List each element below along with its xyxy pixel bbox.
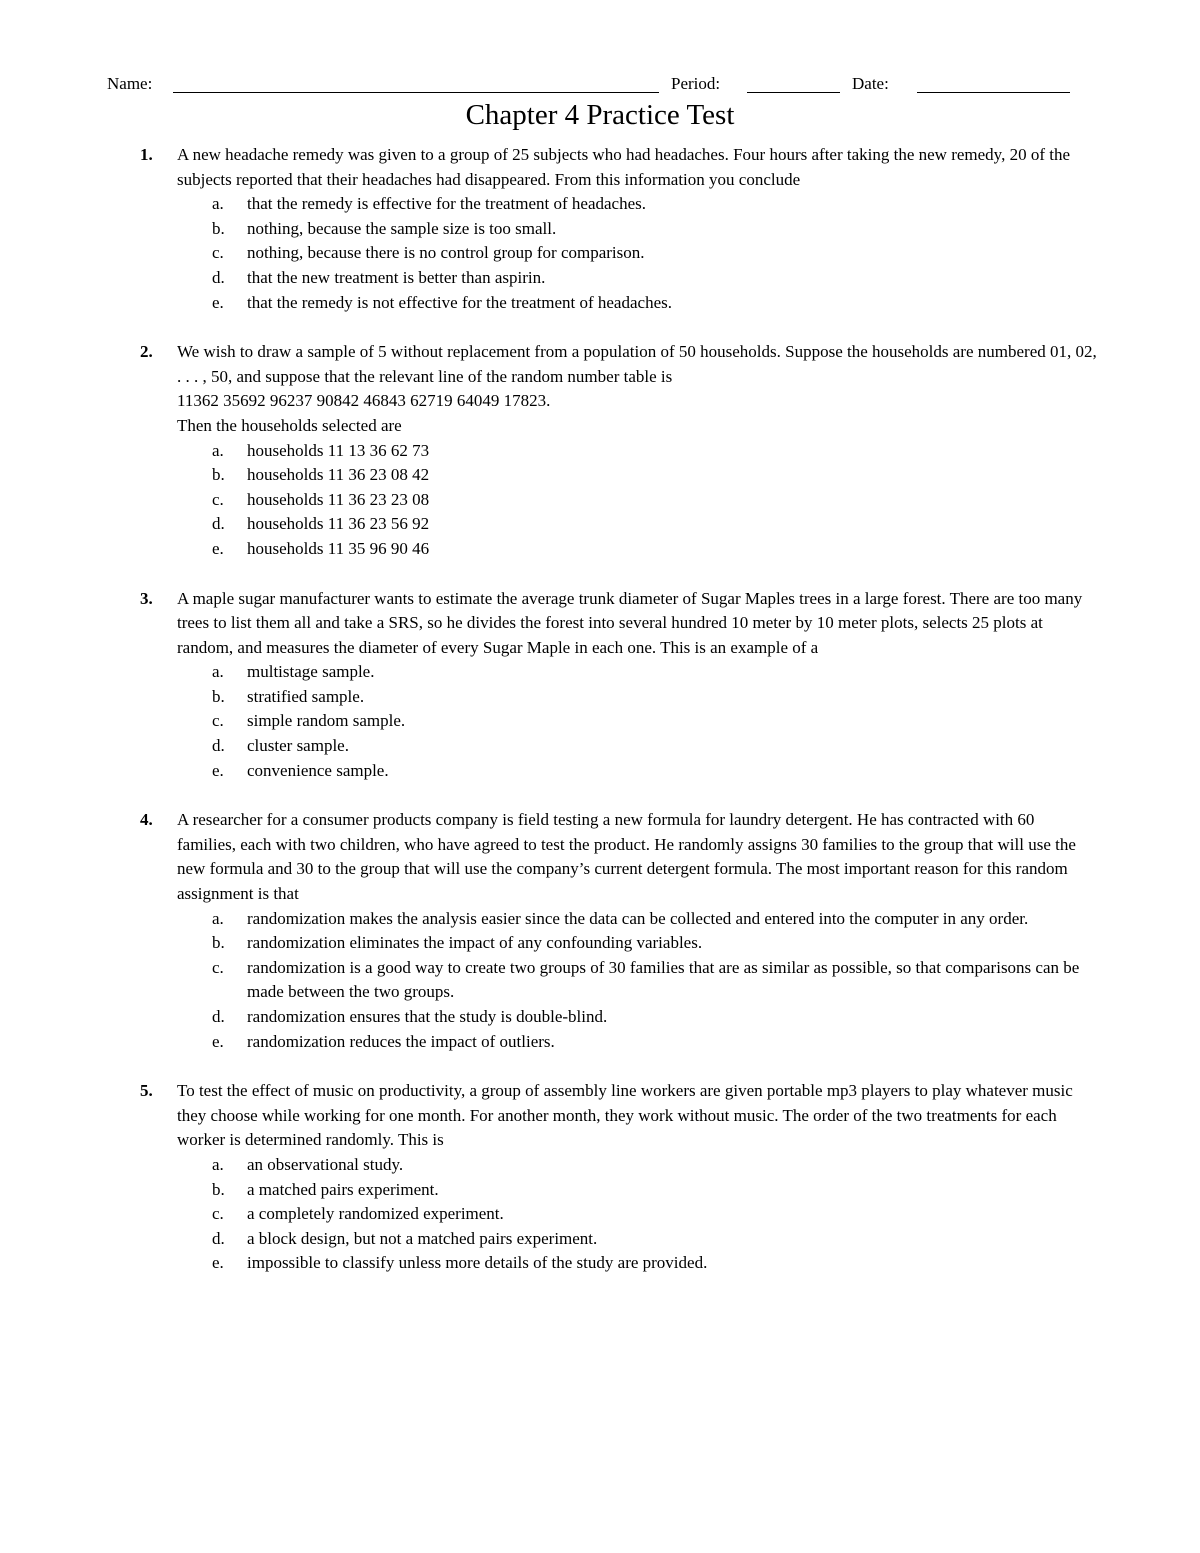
choice-letter: c. bbox=[212, 957, 224, 977]
period-blank bbox=[747, 92, 840, 93]
choice-text: impossible to classify unless more details of the study are provided. bbox=[247, 1253, 708, 1273]
choice-e[interactable] bbox=[177, 1251, 1097, 1276]
choice-a[interactable] bbox=[177, 907, 1097, 932]
choice-letter: c. bbox=[212, 489, 224, 509]
choice-letter: a. bbox=[212, 440, 224, 460]
question-text: A maple sugar manufacturer wants to estimate the average trunk diameter of Sugar Maples trees in a large forest. There are too many trees to list them all and take a SRS, so he divides the forest into several hundred 10 meter by 10 meter plots, selects 25 plots at random, and measures the diameter of every Sugar Maple in each one. This is an example of a bbox=[177, 588, 1083, 657]
choice-text: randomization makes the analysis easier since the data can be collected and entered into the computer in any order. bbox=[247, 908, 1029, 928]
choice-d[interactable] bbox=[177, 1005, 1097, 1030]
choice-text: randomization is a good way to create two groups of 30 families that are as similar as possible, so that comparisons can be made between the two groups. bbox=[247, 957, 1080, 1002]
date-blank bbox=[917, 92, 1070, 93]
date-label: Date: bbox=[852, 74, 889, 93]
choice-e[interactable] bbox=[177, 759, 1097, 784]
choice-letter: b. bbox=[212, 933, 225, 953]
choice-b[interactable] bbox=[177, 685, 1097, 710]
choice-letter: a. bbox=[212, 194, 224, 214]
choice-letter: e. bbox=[212, 1031, 224, 1051]
choice-letter: d. bbox=[212, 514, 225, 534]
choice-list bbox=[177, 439, 1097, 562]
question-text: A researcher for a consumer products company is field testing a new formula for laundry detergent. He has contracted with 60 families, each with two children, who have agreed to test the product. He randomly assigns 30 families to the group that will use the new formula and 30 to the group that will use the company’s current detergent formula. The most important reason for this random assignment is that bbox=[177, 810, 1076, 904]
choice-b[interactable] bbox=[177, 217, 1097, 242]
choice-text: stratified sample. bbox=[247, 686, 365, 706]
choice-letter: b. bbox=[212, 465, 225, 485]
question-text: We wish to draw a sample of 5 without replacement from a population of 50 households. Suppose the households are numbered 01, 02, . . . , 50, and suppose that the relevant line of the random number table is bbox=[177, 342, 1097, 386]
question-number: 5. bbox=[140, 1081, 153, 1101]
choice-text: convenience sample. bbox=[247, 760, 389, 780]
choice-text: a completely randomized experiment. bbox=[247, 1204, 504, 1224]
question-number: 3. bbox=[140, 588, 153, 608]
choice-text: randomization eliminates the impact of any confounding variables. bbox=[247, 933, 703, 953]
choice-letter: c. bbox=[212, 711, 224, 731]
choice-text: an observational study. bbox=[247, 1154, 404, 1174]
choice-letter: b. bbox=[212, 686, 225, 706]
choice-d[interactable] bbox=[177, 266, 1097, 291]
question-4 bbox=[0, 808, 1200, 1054]
choice-text: households 11 36 23 08 42 bbox=[247, 465, 430, 485]
choice-text: households 11 35 96 90 46 bbox=[247, 538, 430, 558]
question-number: 2. bbox=[140, 342, 153, 362]
choice-b[interactable] bbox=[177, 463, 1097, 488]
choice-e[interactable] bbox=[177, 1030, 1097, 1055]
choice-list bbox=[177, 660, 1097, 783]
question-number: 4. bbox=[140, 810, 153, 830]
header-line bbox=[107, 72, 1082, 98]
choice-c[interactable] bbox=[177, 241, 1097, 266]
question-number: 1. bbox=[140, 145, 153, 164]
choice-letter: a. bbox=[212, 662, 224, 682]
choice-d[interactable] bbox=[177, 734, 1097, 759]
question-text: To test the effect of music on productivity, a group of assembly line workers are given portable mp3 players to play whatever music they choose while working for one month. For another month, they work without music. The order of the two treatments for each worker is determined randomly. This is bbox=[177, 1081, 1073, 1150]
choice-letter: c. bbox=[212, 243, 224, 263]
choice-text: that the remedy is effective for the treatment of headaches. bbox=[247, 194, 647, 214]
choice-e[interactable] bbox=[177, 291, 1097, 316]
choice-text: households 11 13 36 62 73 bbox=[247, 440, 430, 460]
choice-e[interactable] bbox=[177, 537, 1097, 562]
choice-letter: d. bbox=[212, 1228, 225, 1248]
question-2 bbox=[0, 340, 1200, 561]
choice-c[interactable] bbox=[177, 488, 1097, 513]
question-5 bbox=[0, 1079, 1200, 1276]
choice-letter: b. bbox=[212, 1179, 225, 1199]
choice-text: that the new treatment is better than aspirin. bbox=[247, 267, 546, 287]
choice-text: households 11 36 23 56 92 bbox=[247, 514, 430, 534]
choice-letter: c. bbox=[212, 1204, 224, 1224]
choice-letter: d. bbox=[212, 267, 225, 287]
choice-letter: b. bbox=[212, 218, 225, 238]
choice-letter: d. bbox=[212, 736, 225, 756]
choice-b[interactable] bbox=[177, 931, 1097, 956]
choice-text: nothing, because the sample size is too small. bbox=[247, 218, 557, 238]
random-number-line: 11362 35692 96237 90842 46843 62719 64049 17823. bbox=[177, 391, 551, 411]
choice-list bbox=[177, 192, 1097, 315]
choice-text: randomization reduces the impact of outliers. bbox=[247, 1031, 555, 1051]
choice-d[interactable] bbox=[177, 1227, 1097, 1252]
choice-a[interactable] bbox=[177, 192, 1097, 217]
choice-a[interactable] bbox=[177, 439, 1097, 464]
choice-letter: e. bbox=[212, 538, 224, 558]
question-3 bbox=[0, 587, 1200, 784]
choice-text: multistage sample. bbox=[247, 662, 375, 682]
choice-list bbox=[177, 907, 1097, 1055]
choice-c[interactable] bbox=[177, 956, 1097, 1005]
question-1 bbox=[0, 143, 1200, 315]
name-blank bbox=[173, 92, 659, 93]
question-list bbox=[0, 143, 1200, 1301]
choice-a[interactable] bbox=[177, 1153, 1097, 1178]
choice-letter: e. bbox=[212, 760, 224, 780]
choice-text: cluster sample. bbox=[247, 736, 349, 756]
choice-letter: d. bbox=[212, 1007, 225, 1026]
choice-text: a matched pairs experiment. bbox=[247, 1179, 439, 1199]
choice-text: randomization ensures that the study is double-blind. bbox=[247, 1007, 608, 1026]
choice-c[interactable] bbox=[177, 709, 1097, 734]
question-lead-in: Then the households selected are bbox=[177, 415, 402, 435]
name-label: Name: bbox=[107, 74, 153, 93]
choice-b[interactable] bbox=[177, 1178, 1097, 1203]
choice-letter: a. bbox=[212, 1154, 224, 1174]
question-text: A new headache remedy was given to a group of 25 subjects who had headaches. Four hours after taking the new remedy, 20 of the subjects reported that their headaches had disappeared. From this information you conclude bbox=[177, 145, 1071, 189]
choice-letter: a. bbox=[212, 908, 224, 928]
choice-text: households 11 36 23 23 08 bbox=[247, 489, 430, 509]
choice-letter: e. bbox=[212, 292, 224, 312]
period-label: Period: bbox=[671, 74, 721, 93]
choice-text: a block design, but not a matched pairs experiment. bbox=[247, 1228, 598, 1248]
choice-text: simple random sample. bbox=[247, 711, 406, 731]
choice-a[interactable] bbox=[177, 660, 1097, 685]
choice-list bbox=[177, 1153, 1097, 1276]
choice-text: that the remedy is not effective for the treatment of headaches. bbox=[247, 292, 672, 312]
choice-d[interactable] bbox=[177, 512, 1097, 537]
page-title: Chapter 4 Practice Test bbox=[465, 99, 735, 131]
choice-letter: e. bbox=[212, 1253, 224, 1273]
choice-c[interactable] bbox=[177, 1202, 1097, 1227]
choice-text: nothing, because there is no control group for comparison. bbox=[247, 243, 645, 263]
